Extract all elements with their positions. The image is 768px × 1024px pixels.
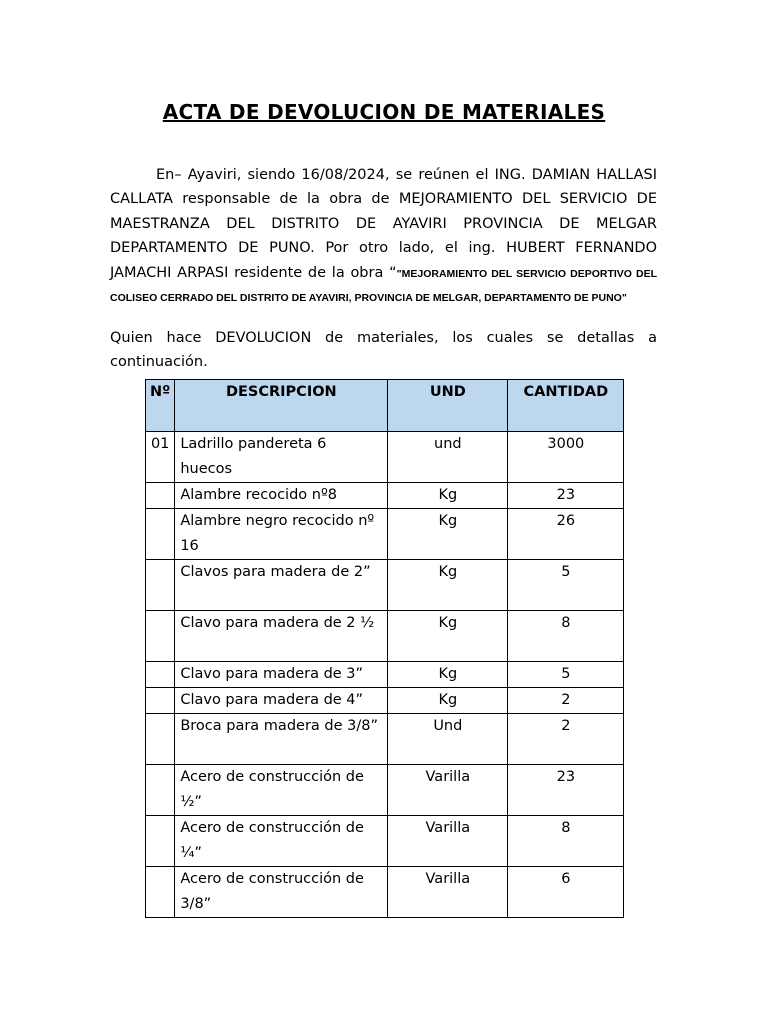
materials-table — [145, 379, 624, 918]
cell-descripcion: Ladrillo pandereta 6 huecos — [175, 432, 388, 483]
cell-descripcion: Broca para madera de 3/8” — [175, 714, 388, 765]
cell-cantidad: 26 — [508, 509, 624, 560]
return-text: Quien hace DEVOLUCION de materiales, los cuales se detallas a continuación. — [110, 330, 657, 371]
cell-cantidad: 2 — [508, 688, 624, 714]
cell-und: Und — [388, 714, 508, 765]
cell-no — [146, 765, 175, 816]
header-cantidad: CANTIDAD — [508, 380, 624, 432]
cell-cantidad: 5 — [508, 560, 624, 611]
cell-cantidad: 6 — [508, 867, 624, 918]
table-row — [146, 560, 624, 611]
table-row — [146, 509, 624, 560]
table-row — [146, 483, 624, 509]
header-descripcion: DESCRIPCION — [175, 380, 388, 432]
cell-und: Kg — [388, 688, 508, 714]
cell-cantidad: 3000 — [508, 432, 624, 483]
table-row — [146, 662, 624, 688]
cell-no — [146, 611, 175, 662]
cell-descripcion: Clavo para madera de 2 ½ — [175, 611, 388, 662]
table-row — [146, 765, 624, 816]
table-row — [146, 611, 624, 662]
cell-cantidad: 23 — [508, 483, 624, 509]
intro-text: En– Ayaviri, siendo 16/08/2024, se reúnen el ING. DAMIAN HALLASI CALLATA responsable de la obra de MEJORAMIENTO DEL SERVICIO DE MAESTRANZA DEL DISTRITO DE AYAVIRI PROVINCIA DE MELGAR DEPARTAMENTO DE PUNO. Por otro lado, el ing. HUBERT FERNANDO JAMACHI ARPASI residente de la obra “ — [110, 167, 657, 281]
cell-no: 01 — [146, 432, 175, 483]
cell-descripcion: Clavo para madera de 3” — [175, 662, 388, 688]
return-paragraph — [110, 326, 657, 375]
cell-cantidad: 23 — [508, 765, 624, 816]
cell-und: Varilla — [388, 765, 508, 816]
cell-und: Kg — [388, 560, 508, 611]
cell-descripcion: Acero de construcción de ½” — [175, 765, 388, 816]
cell-und: Kg — [388, 662, 508, 688]
cell-und: Kg — [388, 611, 508, 662]
cell-no — [146, 483, 175, 509]
cell-descripcion: Clavos para madera de 2” — [175, 560, 388, 611]
intro-paragraph — [110, 163, 657, 309]
cell-descripcion: Alambre negro recocido nº 16 — [175, 509, 388, 560]
table-row — [146, 688, 624, 714]
cell-cantidad: 5 — [508, 662, 624, 688]
cell-und: Kg — [388, 509, 508, 560]
cell-descripcion: Alambre recocido nº8 — [175, 483, 388, 509]
cell-descripcion: Acero de construcción de 3/8” — [175, 867, 388, 918]
table-row — [146, 432, 624, 483]
cell-descripcion: Acero de construcción de ¼” — [175, 816, 388, 867]
table-row — [146, 816, 624, 867]
header-no: Nº — [146, 380, 175, 432]
table-row — [146, 714, 624, 765]
cell-und: Varilla — [388, 816, 508, 867]
cell-cantidad: 8 — [508, 816, 624, 867]
cell-no — [146, 816, 175, 867]
cell-und: Kg — [388, 483, 508, 509]
header-und: UND — [388, 380, 508, 432]
document-title: ACTA DE DEVOLUCION DE MATERIALES — [162, 100, 606, 124]
cell-no — [146, 688, 175, 714]
cell-und: und — [388, 432, 508, 483]
table-row — [146, 867, 624, 918]
cell-no — [146, 662, 175, 688]
cell-no — [146, 509, 175, 560]
cell-descripcion: Clavo para madera de 4” — [175, 688, 388, 714]
cell-cantidad: 8 — [508, 611, 624, 662]
cell-und: Varilla — [388, 867, 508, 918]
cell-cantidad: 2 — [508, 714, 624, 765]
project-name: "MEJORAMIENTO DEL SERVICIO DEPORTIVO DEL COLISEO CERRADO DEL DISTRITO DE AYAVIRI, PROVINCIA DE MELGAR, DEPARTAMENTO DE PUNO" — [110, 267, 658, 305]
cell-no — [146, 867, 175, 918]
cell-no — [146, 560, 175, 611]
cell-no — [146, 714, 175, 765]
table-header-row — [146, 380, 624, 432]
